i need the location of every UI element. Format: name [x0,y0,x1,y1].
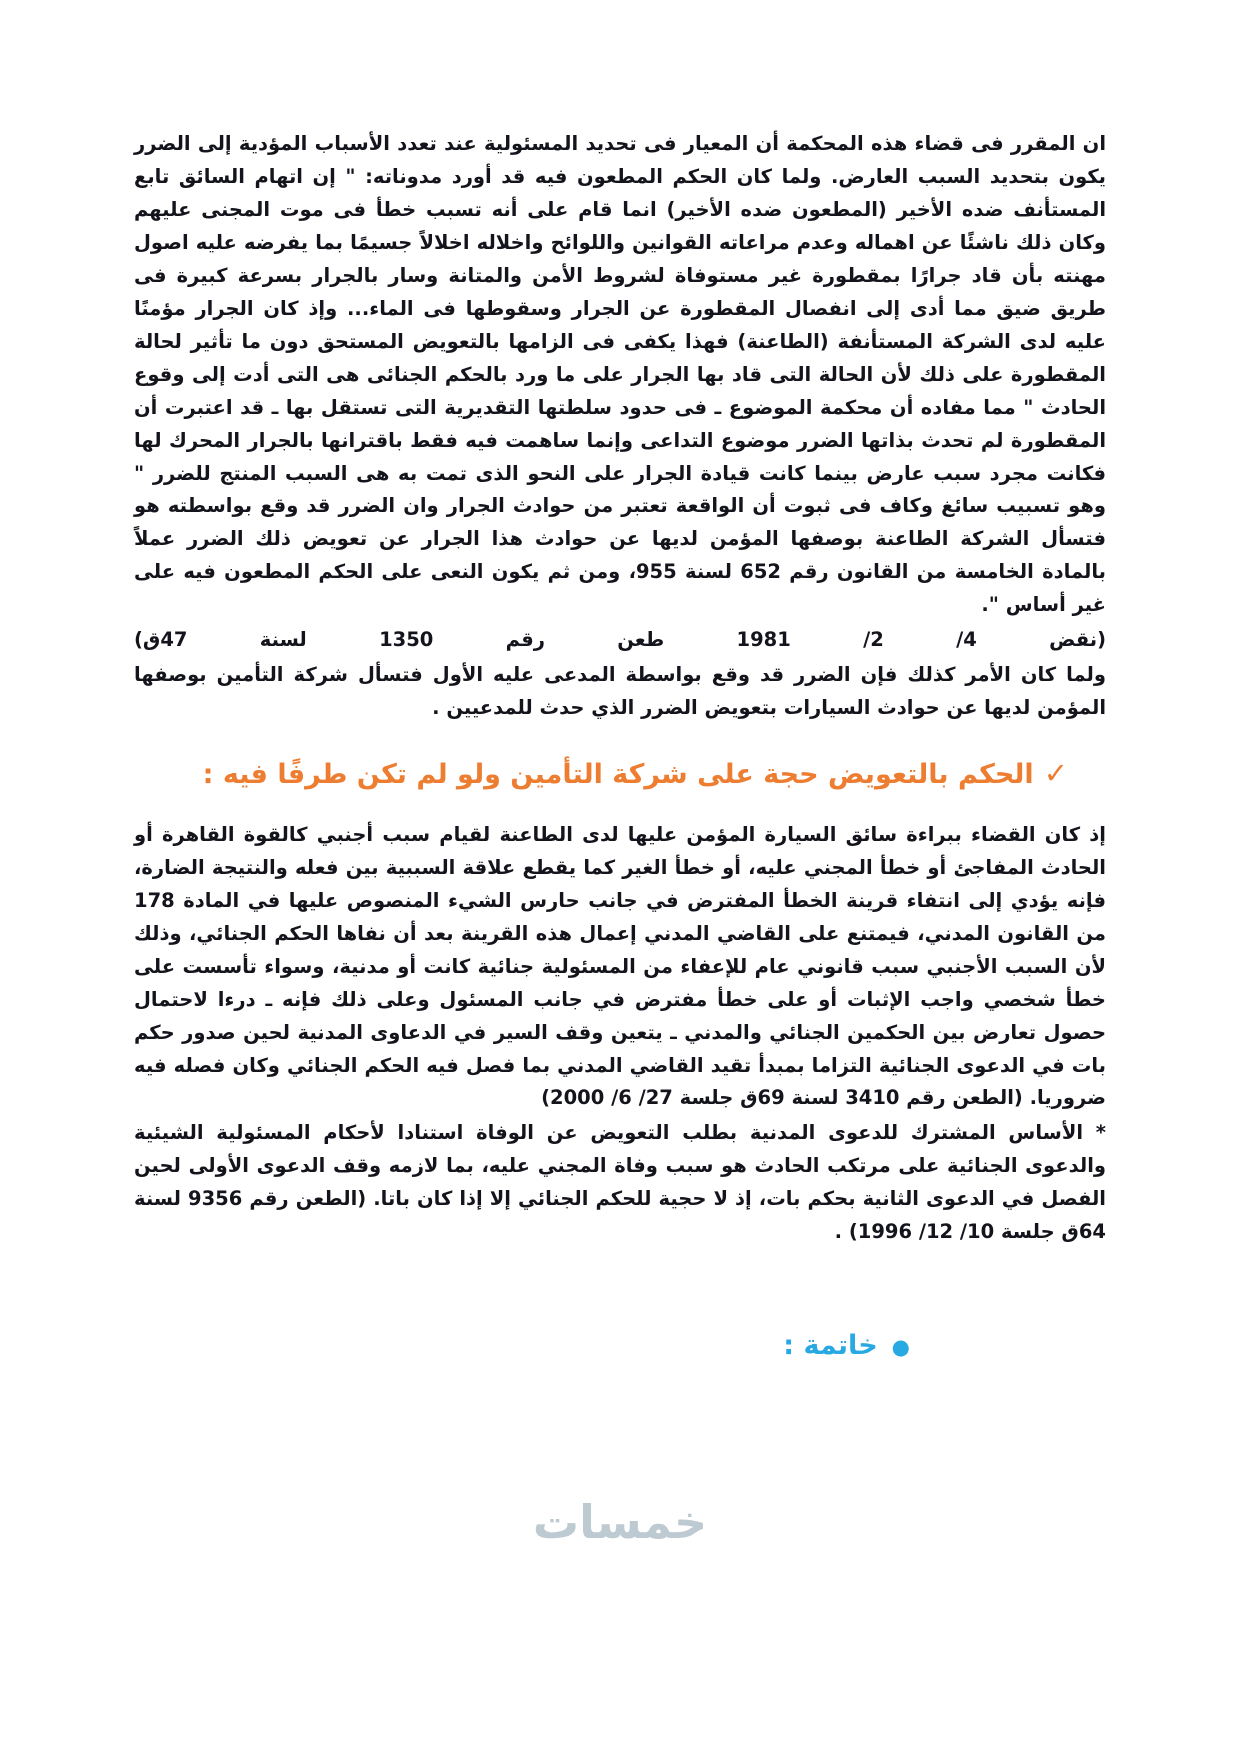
paragraph-ruling-criteria: ان المقرر فى قضاء هذه المحكمة أن المعيار فى تحديد المسئولية عند تعدد الأسباب المؤدية إلى الضرر يكون بتحديد السبب العارض. ولما كان الحكم المطعون فيه قد أورد مدوناته: " إن اتهام السائق تابع المستأنف ضده الأخير (المطعون ضده الأخير) انما قام على أنه تسبب خطأ فى موت المجنى عليهم وكان ذلك ناشئًا عن اهماله وعدم مراعاته القوانين واللوائح واخلاله اخلالاً جسيمًا بما يفرضه عليه اصول مهنته بأن قاد جرارًا بمقطورة غير مستوفاة لشروط الأمن والمتانة وسار بالجرار بسرعة كبيرة فى طريق ضيق مما أدى إلى انفصال المقطورة عن الجرار وسقوطها فى الماء... وإذ كان الجرار مؤمنًا عليه لدى الشركة المستأنفة (الطاعنة) فهذا يكفى فى الزامها بالتعويض المستحق دون ما تأثير لحالة المقطورة على ذلك لأن الحالة التى قاد بها الجرار على ما ورد بالحكم الجنائى هى التى أدت إلى وقوع الحادث " مما مفاده أن محكمة الموضوع ـ فى حدود سلطتها التقديرية التى تستقل بها ـ قد اعتبرت أن المقطورة لم تحدث بذاتها الضرر موضوع التداعى وإنما ساهمت فيه فقط باقترانها بالجرار المحرك لها فكانت مجرد سبب عارض بينما كانت قيادة الجرار على النحو الذى تمت به هى السبب المنتج للضرر " وهو تسبيب سائغ وكاف فى ثبوت أن الواقعة تعتبر من حوادث الجرار وان الضرر قد وقع بواسطته هو فتسأل الشركة الطاعنة بوصفها المؤمن لديها عن حوادث هذا الجرار عن تعويض ذلك الضرر عملاً بالمادة الخامسة من القانون رقم 652 لسنة 955، ومن ثم يكون النعى على الحكم المطعون فيه على غير أساس ". [134,132,1107,617]
paragraph-insurer-liability: ولما كان الأمر كذلك فإن الضرر قد وقع بواسطة المدعى عليه الأول فتسأل شركة التأمين بوصفها المؤمن لديها عن حوادث السيارات بتعويض الضرر الذي حدث للمدعيين . [134,663,1106,720]
paragraph-acquittal-foreign-cause: إذ كان القضاء ببراءة سائق السيارة المؤمن عليها لدى الطاعنة لقيام سبب أجنبي كالقوة القاهرة أو الحادث المفاجئ أو خطأ المجني عليه، أو خطأ الغير كما يقطع علاقة السببية بين فعله والنتيجة الضارة، فإنه يؤدي إلى انتفاء قرينة الخطأ المفترض في جانب حارس الشيء المنصوص عليها في المادة 178 من القانون المدني، فيمتنع على القاضي المدني إعمال هذه القرينة بعد أن نفاها الحكم الجنائي، وذلك لأن السبب الأجنبي سبب قانوني عام للإعفاء من المسئولية جنائية كانت أو مدنية، وسواء تأسست على خطأ شخصي واجب الإثبات أو على خطأ مفترض في جانب المسئول وعلى ذلك فإنه ـ درءا لاحتمال حصول تعارض بين الحكمين الجنائي والمدني ـ يتعين وقف السير في الدعاوى المدنية لحين صدور حكم بات في الدعوى الجنائية التزاما بمبدأ تقيد القاضي المدني بما فصل فيه الحكم الجنائي وكان فصله فيه ضروريا. (الطعن رقم 3410 لسنة 69ق جلسة 27/ 6/ 2000) [134,822,1106,1110]
section-heading-judgment-evidence [134,755,1106,793]
citation-line: (نقض 4/ 2/ 1981 طعن رقم 1350 لسنة 47ق) [134,628,1106,652]
conclusion-heading [783,1330,910,1361]
section-heading-text: الحكم بالتعويض حجة على شركة التأمين ولو لم تكن طرفًا فيه : [202,759,1034,791]
watermark-logo: خمسات [532,1495,708,1549]
paragraph-common-basis-note: * الأساس المشترك للدعوى المدنية بطلب التعويض عن الوفاة استنادا لأحكام المسئولية الشيئية والدعوى الجنائية على مرتكب الحادث هو سبب وفاة المجني عليه، بما لازمه وقف الدعوى الأولى لحين الفصل في الدعوى الثانية بحكم بات، إذ لا حجية للحكم الجنائي إلا إذا كان باتا. (الطعن رقم 9356 لسنة 64ق جلسة 10/ 12/ 1996) . [134,1121,1106,1244]
check-icon: ✓ [1043,756,1068,791]
bullet-icon: ● [891,1334,910,1359]
conclusion-text: خاتمة : [783,1330,878,1361]
document-content [134,128,1106,1251]
